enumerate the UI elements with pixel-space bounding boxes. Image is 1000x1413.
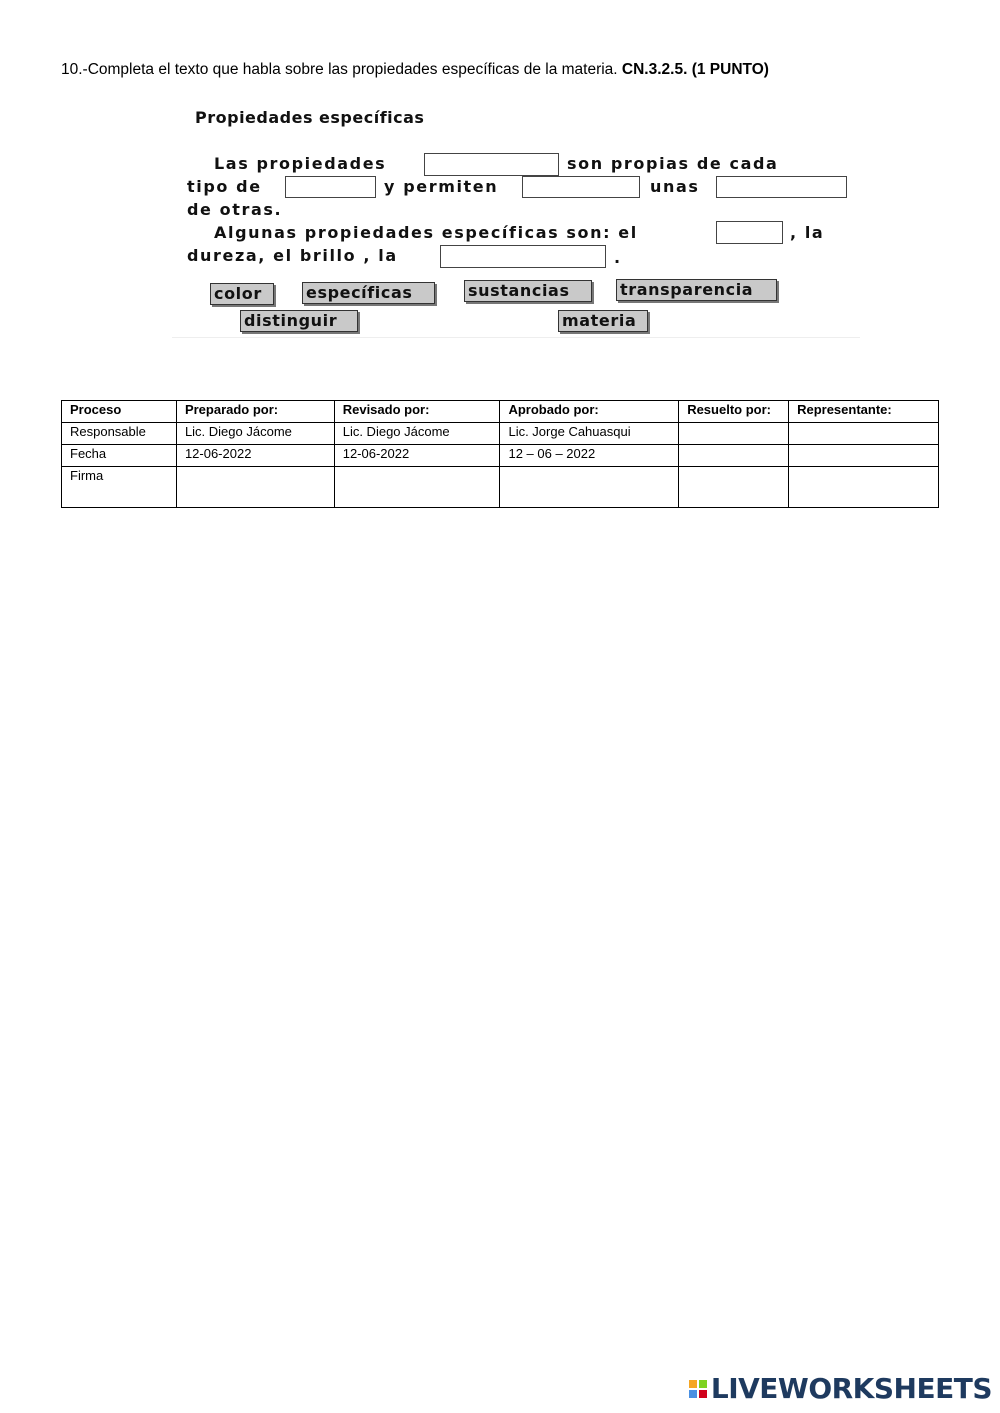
line1-b: son propias de cada	[567, 154, 779, 173]
table-cell	[679, 423, 789, 445]
table-cell: Lic. Diego Jácome	[334, 423, 500, 445]
table-cell: Lic. Jorge Cahuasqui	[500, 423, 679, 445]
blank-2[interactable]	[285, 176, 376, 198]
header-preparado: Preparado por:	[176, 401, 334, 423]
table-cell: Responsable	[62, 423, 177, 445]
line2-a: tipo de	[187, 177, 262, 196]
table-cell: Lic. Diego Jácome	[176, 423, 334, 445]
table-cell	[679, 467, 789, 508]
line5-a: dureza, el brillo , la	[187, 246, 398, 265]
header-aprobado: Aprobado por:	[500, 401, 679, 423]
table-cell	[334, 467, 500, 508]
table-cell	[789, 423, 939, 445]
table-cell	[679, 445, 789, 467]
table-header-row	[62, 401, 939, 423]
word-chip-color[interactable]: color	[210, 283, 274, 305]
blank-6[interactable]	[440, 245, 606, 268]
table-row	[62, 445, 939, 467]
line2-c: unas	[650, 177, 700, 196]
table-cell: 12-06-2022	[334, 445, 500, 467]
exercise-title: Propiedades específicas	[195, 108, 425, 127]
blank-5[interactable]	[716, 221, 783, 244]
instruction-text: 10.-Completa el texto que habla sobre las propiedades específicas de la materia.	[61, 61, 622, 78]
table-cell: Firma	[62, 467, 177, 508]
word-chip-materia[interactable]: materia	[558, 310, 648, 332]
table-cell	[789, 445, 939, 467]
table-cell	[176, 467, 334, 508]
table-cell	[500, 467, 679, 508]
table-cell: 12-06-2022	[176, 445, 334, 467]
line5-b: .	[614, 248, 622, 267]
table-row	[62, 467, 939, 508]
word-chip-sustancias[interactable]: sustancias	[464, 280, 592, 302]
logo-mark-icon	[689, 1380, 707, 1398]
word-chip-transparencia[interactable]: transparencia	[616, 279, 777, 301]
instruction	[61, 61, 769, 79]
curriculum-code: CN.3.2.5. (1 PUNTO)	[621, 61, 769, 78]
header-revisado: Revisado por:	[334, 401, 500, 423]
table-cell: Fecha	[62, 445, 177, 467]
liveworksheets-logo[interactable]	[689, 1372, 992, 1405]
brand-name: LIVEWORKSHEETS	[710, 1372, 992, 1405]
blank-4[interactable]	[716, 176, 847, 198]
line4-b: , la	[790, 223, 825, 242]
line1-a: Las propiedades	[214, 154, 387, 173]
line2-b: y permiten	[384, 177, 499, 196]
approval-table	[61, 400, 939, 508]
word-chip-distinguir[interactable]: distinguir	[240, 310, 358, 332]
line3: de otras.	[187, 200, 283, 219]
header-proceso: Proceso	[62, 401, 177, 423]
exercise-image	[172, 100, 860, 338]
header-resuelto: Resuelto por:	[679, 401, 789, 423]
table-cell: 12 – 06 – 2022	[500, 445, 679, 467]
blank-1[interactable]	[424, 153, 559, 176]
blank-3[interactable]	[522, 176, 640, 198]
header-representante: Representante:	[789, 401, 939, 423]
word-chip-especificas[interactable]: específicas	[302, 282, 435, 304]
line4-a: Algunas propiedades específicas son: el	[214, 223, 638, 242]
table-cell	[789, 467, 939, 508]
table-row	[62, 423, 939, 445]
